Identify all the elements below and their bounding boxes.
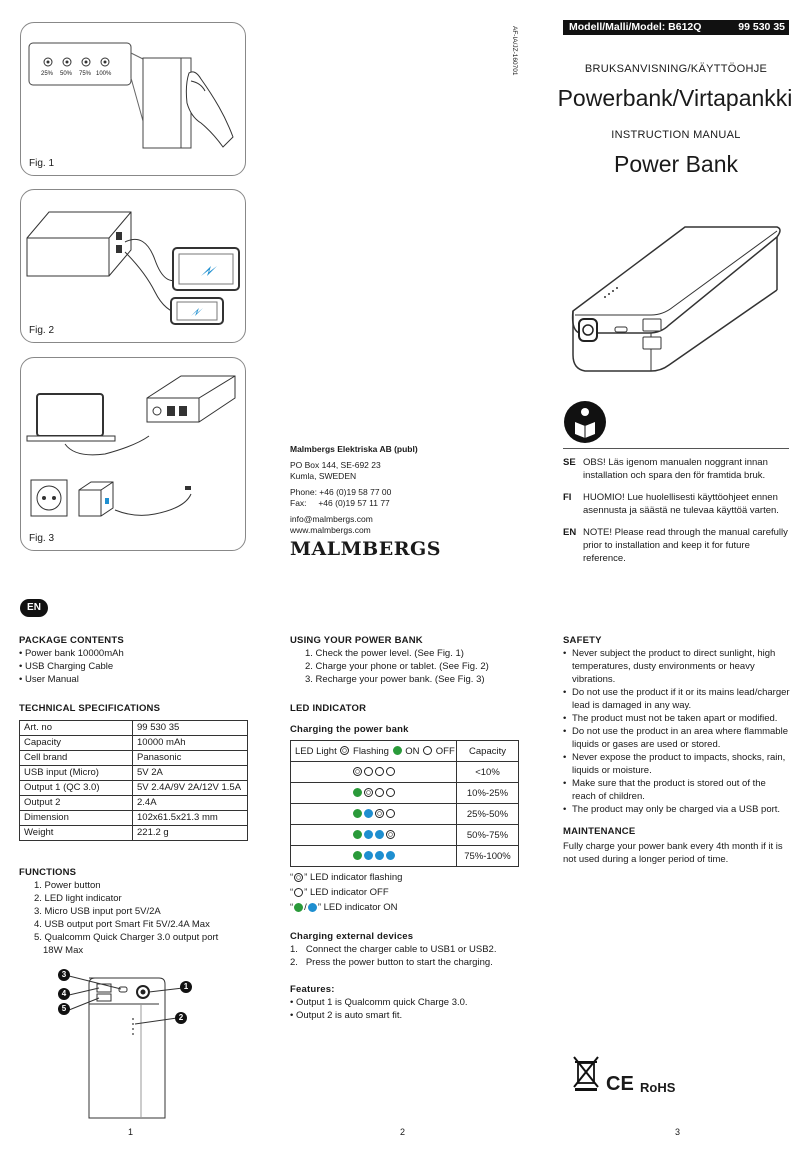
fig3-label: Fig. 3 <box>29 533 55 544</box>
notice-en-text: NOTE! Please read through the manual carefully prior to installation and keep it for future reference. <box>583 527 788 564</box>
package-item: • USB Charging Cable <box>19 661 114 672</box>
company-address-2: Kumla, SWEDEN <box>290 471 357 481</box>
specs-title: TECHNICAL SPECIFICATIONS <box>19 703 161 714</box>
company-address-1: PO Box 144, SE-692 23 <box>290 460 381 470</box>
callout-4-label: 4 <box>58 988 70 1000</box>
notice-en-lang: EN <box>563 527 577 538</box>
package-item: • User Manual <box>19 674 79 685</box>
callout-2-label: 2 <box>175 1012 187 1024</box>
spec-value: 99 530 35 <box>133 721 248 736</box>
safety-item <box>563 725 791 751</box>
function-item: 1. Power button <box>34 880 101 891</box>
function-item: 18W Max <box>43 945 84 956</box>
maintenance <box>563 825 791 866</box>
led-row <box>291 783 519 804</box>
notices <box>563 456 791 565</box>
spec-value: 5V 2A <box>133 766 248 781</box>
table-row <box>20 721 248 736</box>
led-capacity-cell: 25%-50% <box>457 804 519 825</box>
technical-specifications <box>19 702 249 841</box>
led-head-flashing: Flashing <box>353 745 389 757</box>
using-item: 3. Recharge your power bank. (See Fig. 3) <box>305 674 485 685</box>
led-capacity-cell: 50%-75% <box>457 825 519 846</box>
figure-1-illustration <box>21 23 245 175</box>
notice-se-text: OBS! Läs igenom manualen noggrant innan installation och spara den för framtida bruk. <box>583 457 768 481</box>
safety-title: SAFETY <box>563 635 602 646</box>
table-row <box>20 811 248 826</box>
charging-item: 2. Press the power button to start the charging. <box>290 957 493 968</box>
feature-item: • Output 1 is Qualcomm quick Charge 3.0. <box>290 997 468 1008</box>
led-capacity-cell: 10%-25% <box>457 783 519 804</box>
using-item: 1. Check the power level. (See Fig. 1) <box>305 648 464 659</box>
empty-led-dot-icon <box>375 767 384 776</box>
safety-item <box>563 803 791 816</box>
on-dot-icon <box>393 746 402 755</box>
safety-item <box>563 647 791 686</box>
led-title: LED INDICATOR <box>290 703 367 714</box>
off-dot-icon <box>294 888 303 897</box>
blue-led-dot-icon <box>375 851 384 860</box>
spec-value: 221.2 g <box>133 826 248 841</box>
malmbergs-logo: MALMBERGS <box>290 538 441 560</box>
company-info <box>290 444 490 536</box>
green-led-dot-icon <box>353 851 362 860</box>
led-subtitle: Charging the power bank <box>290 724 409 735</box>
functions <box>19 866 259 957</box>
features <box>290 983 530 1022</box>
table-row <box>20 766 248 781</box>
ce-mark: CE <box>606 1073 634 1095</box>
bullet-icon: • <box>563 713 567 724</box>
led-header-legend <box>291 741 457 762</box>
safety <box>563 634 791 816</box>
feature-item: • Output 2 is auto smart fit. <box>290 1010 403 1021</box>
blue-led-dot-icon <box>364 851 373 860</box>
led-dots-cell <box>291 783 457 804</box>
safety-list <box>563 647 791 816</box>
page-number-2: 2 <box>400 1127 406 1137</box>
spec-key: Output 1 (QC 3.0) <box>20 781 133 796</box>
charging-item: 1. Connect the charger cable to USB1 or USB2. <box>290 944 497 955</box>
read-manual-icon <box>563 400 607 444</box>
company-phone: Phone: +46 (0)19 58 77 00 <box>290 487 392 497</box>
safety-item <box>563 751 791 777</box>
notice-se-lang: SE <box>563 457 576 468</box>
level-100: 100% <box>96 71 112 77</box>
lang-badge <box>20 599 48 617</box>
spec-value: Panasonic <box>133 751 248 766</box>
off-dot-icon <box>423 746 432 755</box>
safety-item-text: Do not use the product in an area where flammable liquids or gases are used or stored. <box>572 726 788 750</box>
led-head-light: LED Light <box>295 745 337 757</box>
bullet-icon: • <box>563 752 567 763</box>
led-row <box>291 762 519 783</box>
notice-en <box>563 526 791 565</box>
legend-on-text: LED indicator ON <box>323 902 398 913</box>
lang-badge-label: EN <box>27 602 41 613</box>
title-se-fi: Powerbank/Virtapankki <box>557 85 793 111</box>
figure-3-illustration <box>21 358 245 550</box>
spec-key: Cell brand <box>20 751 133 766</box>
table-row <box>20 781 248 796</box>
legend-flashing: “ ” LED indicator flashing <box>290 872 403 883</box>
page-number-1: 1 <box>128 1127 134 1137</box>
function-item: 2. LED light indicator <box>34 893 122 904</box>
legend-off-text: LED indicator OFF <box>309 887 389 898</box>
led-head-capacity: Capacity <box>457 741 519 762</box>
legend-on: “ / ” LED indicator ON <box>290 902 398 913</box>
using-item: 2. Charge your phone or tablet. (See Fig. 2) <box>305 661 489 672</box>
subtitle-se-fi: BRUKSANVISNING/KÄYTTÖOHJE <box>584 63 768 75</box>
title-en: Power Bank <box>613 151 738 177</box>
legend-off: “ ” LED indicator OFF <box>290 887 389 898</box>
spec-key: Output 2 <box>20 796 133 811</box>
led-table <box>290 740 519 867</box>
bullet-icon: • <box>563 726 567 737</box>
safety-item <box>563 712 791 725</box>
spec-value: 2.4A <box>133 796 248 811</box>
charging-external-title: Charging external devices <box>290 931 414 942</box>
empty-led-dot-icon <box>386 788 395 797</box>
table-row <box>20 736 248 751</box>
maintenance-text: Fully charge your power bank every 4th month if it is not used during a longer period of time. <box>563 841 783 865</box>
led-head-on: ON <box>405 745 420 757</box>
callout-1 <box>180 981 192 993</box>
flash-led-dot-icon <box>353 767 362 776</box>
led-header-row <box>291 741 519 762</box>
green-led-dot-icon <box>353 788 362 797</box>
notice-fi-lang: FI <box>563 492 572 503</box>
rohs-mark: RoHS <box>640 1080 676 1095</box>
callout-3-label: 3 <box>58 969 70 981</box>
bullet-icon: • <box>563 804 567 815</box>
figure-3 <box>20 357 246 551</box>
safety-item-text: Never expose the product to impacts, shocks, rain, liquids or moisture. <box>572 752 786 776</box>
spec-value: 10000 mAh <box>133 736 248 751</box>
callout-4 <box>58 988 70 1000</box>
blue-led-dot-icon <box>364 809 373 818</box>
led-capacity-cell: 75%-100% <box>457 846 519 867</box>
fig2-label: Fig. 2 <box>29 325 55 336</box>
blue-led-dot-icon <box>364 830 373 839</box>
empty-led-dot-icon <box>386 767 395 776</box>
green-led-dot-icon <box>353 809 362 818</box>
empty-led-dot-icon <box>375 788 384 797</box>
callout-2 <box>175 1012 187 1024</box>
callout-5-label: 5 <box>58 1003 70 1015</box>
notice-fi <box>563 491 791 517</box>
model-label: Modell/Malli/Model: B612Q <box>569 21 702 33</box>
level-75: 75% <box>79 71 92 77</box>
charging-external <box>290 930 530 969</box>
blue-led-dot-icon <box>375 830 384 839</box>
flash-led-dot-icon <box>375 809 384 818</box>
company-email: info@malmbergs.com <box>290 514 373 524</box>
bullet-icon: • <box>563 778 567 789</box>
using-title: USING YOUR POWER BANK <box>290 635 423 646</box>
on-green-dot-icon <box>294 903 303 912</box>
document-code: AF-IA/JZ-160701 <box>511 26 518 76</box>
led-dots-cell <box>291 846 457 867</box>
safety-item-text: Never subject the product to direct sunlight, high temperatures, dusty environments or heavy vibrations. <box>572 648 776 685</box>
company-name: Malmbergs Elektriska AB (publ) <box>290 444 418 454</box>
flash-led-dot-icon <box>386 830 395 839</box>
spec-value: 5V 2.4A/9V 2A/12V 1.5A <box>133 781 248 796</box>
company-web: www.malmbergs.com <box>290 525 371 535</box>
led-indicator <box>290 702 520 867</box>
level-25: 25% <box>41 71 54 77</box>
power-bank-illustration <box>565 215 785 375</box>
package-title: PACKAGE CONTENTS <box>19 635 124 646</box>
model-bar <box>563 20 789 35</box>
safety-item-text: The product must not be taken apart or modified. <box>572 713 778 724</box>
led-dots-cell <box>291 762 457 783</box>
safety-item-text: Do not use the product if it or its mains lead/charger lead is damaged in any way. <box>572 687 790 711</box>
figure-2-illustration <box>21 190 245 342</box>
level-50: 50% <box>60 71 73 77</box>
table-row <box>20 826 248 841</box>
function-item: 5. Qualcomm Quick Charger 3.0 output port <box>34 932 219 943</box>
functions-title: FUNCTIONS <box>19 867 77 878</box>
spec-value: 102x61.5x21.3 mm <box>133 811 248 826</box>
spec-key: Art. no <box>20 721 133 736</box>
led-dots-cell <box>291 825 457 846</box>
weee-bin-icon <box>572 1055 600 1091</box>
spec-key: USB input (Micro) <box>20 766 133 781</box>
safety-item-text: Make sure that the product is stored out of the reach of children. <box>572 778 766 802</box>
package-item: • Power bank 10000mAh <box>19 648 124 659</box>
flash-dot-icon <box>294 873 303 882</box>
bullet-icon: • <box>563 648 567 659</box>
callout-1-label: 1 <box>180 981 192 993</box>
function-item: 3. Micro USB input port 5V/2A <box>34 906 161 917</box>
callout-5 <box>58 1003 70 1015</box>
using-power-bank <box>290 634 540 686</box>
art-number: 99 530 35 <box>738 21 785 33</box>
page-number-3: 3 <box>675 1127 681 1137</box>
legend-flashing-text: LED indicator flashing <box>309 872 403 883</box>
maintenance-title: MAINTENANCE <box>563 826 636 837</box>
notice-divider <box>563 448 789 449</box>
led-dots-cell <box>291 804 457 825</box>
safety-item <box>563 686 791 712</box>
safety-item <box>563 777 791 803</box>
table-row <box>20 751 248 766</box>
features-title: Features: <box>290 984 335 995</box>
empty-led-dot-icon <box>386 809 395 818</box>
package-contents <box>19 634 259 686</box>
figure-1 <box>20 22 246 176</box>
notice-fi-text: HUOMIO! Lue huolellisesti käyttöohjeet ennen asennusta ja säästä ne tulevaa käyttöä varten. <box>583 492 779 516</box>
empty-led-dot-icon <box>364 767 373 776</box>
notice-se <box>563 456 791 482</box>
subtitle-en: INSTRUCTION MANUAL <box>611 129 741 141</box>
led-row <box>291 846 519 867</box>
company-fax: Fax: +46 (0)19 57 11 77 <box>290 498 390 508</box>
callout-3 <box>58 969 70 981</box>
specs-table <box>19 720 248 841</box>
blue-led-dot-icon <box>386 851 395 860</box>
spec-key: Weight <box>20 826 133 841</box>
figure-2 <box>20 189 246 343</box>
table-row <box>20 796 248 811</box>
led-row <box>291 825 519 846</box>
on-blue-dot-icon <box>308 903 317 912</box>
led-capacity-cell: <10% <box>457 762 519 783</box>
safety-item-text: The product may only be charged via a USB port. <box>572 804 781 815</box>
fig1-label: Fig. 1 <box>29 158 55 169</box>
function-item: 4. USB output port Smart Fit 5V/2.4A Max <box>34 919 210 930</box>
spec-key: Capacity <box>20 736 133 751</box>
led-row <box>291 804 519 825</box>
spec-key: Dimension <box>20 811 133 826</box>
led-legend <box>290 870 520 915</box>
flash-dot-icon <box>340 746 349 755</box>
green-led-dot-icon <box>353 830 362 839</box>
flash-led-dot-icon <box>364 788 373 797</box>
led-head-off: OFF <box>435 745 455 757</box>
bullet-icon: • <box>563 687 567 698</box>
